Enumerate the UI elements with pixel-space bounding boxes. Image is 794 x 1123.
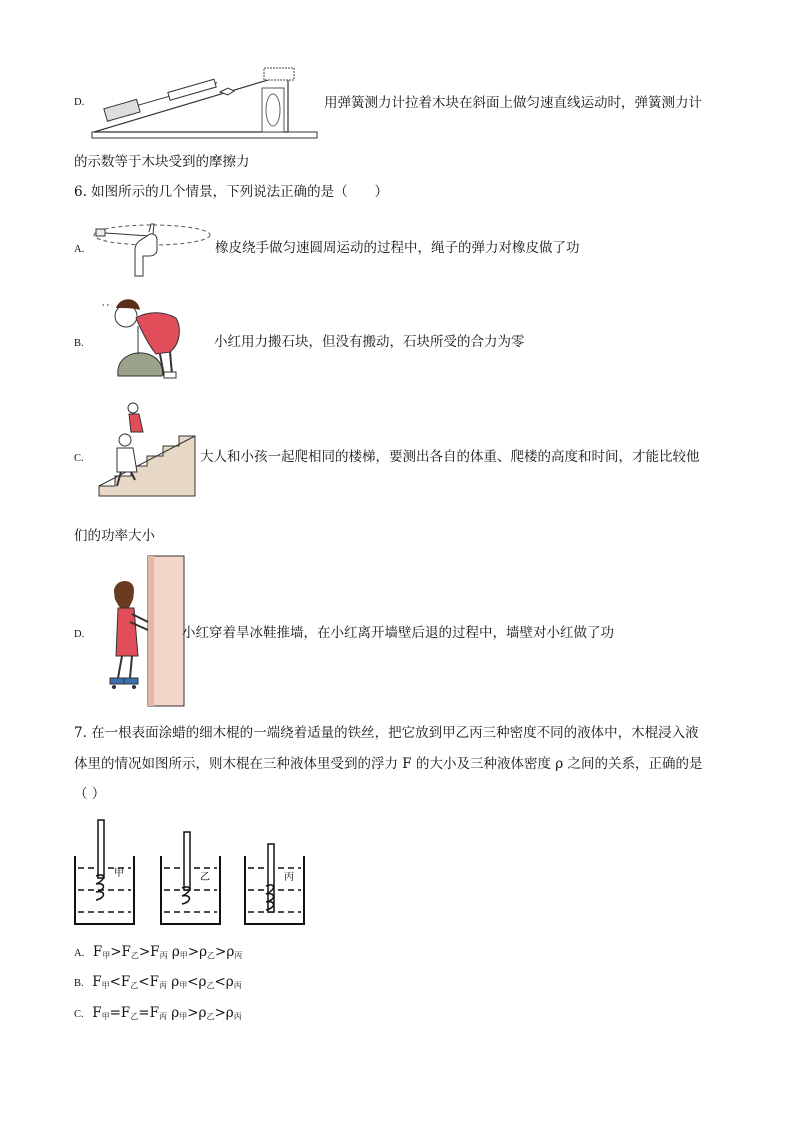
question-7-stem-line2: 体里的情况如图所示，则木棍在三种液体里受到的浮力 F 的大小及三种液体密度 ρ 之间的关系，正确的是 bbox=[74, 756, 703, 772]
beaker-bing-figure bbox=[244, 842, 306, 926]
beaker-label-jia: 甲 bbox=[114, 868, 124, 879]
option-label-c: C. bbox=[74, 453, 84, 464]
girl-pushing-wall-figure bbox=[106, 556, 186, 706]
option-6a-text: 橡皮绕手做匀速圆周运动的过程中，绳子的弹力对橡皮做了功 bbox=[215, 240, 580, 256]
option-6c-text-line2: 们的功率大小 bbox=[74, 528, 155, 544]
option-7b-label: B. bbox=[74, 978, 84, 989]
option-7b: B. $F_甲<F_乙<F_丙$ $\rho_甲<\rho_乙<\rho_丙$ bbox=[74, 974, 242, 990]
option-label-b: B. bbox=[74, 338, 84, 349]
beaker-label-bing: 丙 bbox=[284, 872, 294, 883]
option-label-d: D. bbox=[74, 629, 85, 640]
girl-lifting-stone-figure bbox=[98, 294, 194, 384]
option-7c-label: C. bbox=[74, 1009, 84, 1020]
option-6b-text: 小红用力搬石块，但没有搬动，石块所受的合力为零 bbox=[214, 334, 525, 350]
beaker-yi-figure bbox=[160, 830, 222, 926]
question-6-stem: 6. 如图所示的几个情景，下列说法正确的是（ ） bbox=[74, 184, 389, 200]
option-6c-text-line1: 大人和小孩一起爬相同的楼梯，要测出各自的体重、爬楼的高度和时间，才能比较他 bbox=[200, 449, 700, 465]
option-7c: C. $F_甲=F_乙=F_丙$ $\rho_甲>\rho_乙>\rho_丙$ bbox=[74, 1005, 242, 1021]
option-7a-label: A. bbox=[74, 948, 85, 959]
svg-text:' ': ' ' bbox=[102, 303, 109, 312]
option-6d-text: 小红穿着旱冰鞋推墙，在小红离开墙壁后退的过程中，墙壁对小红做了功 bbox=[182, 625, 614, 641]
option-7a: A. $F_甲>F_乙>F_丙$ $\rho_甲>\rho_乙>\rho_丙$ bbox=[74, 944, 243, 960]
option-5d-text-line2: 的示数等于木块受到的摩擦力 bbox=[74, 154, 250, 170]
question-7-stem-line3: （ ） bbox=[74, 786, 106, 802]
option-5d-text-line1: 用弹簧测力计拉着木块在斜面上做匀速直线运动时，弹簧测力计 bbox=[324, 95, 702, 111]
question-7-stem-line1: 7. 在一根表面涂蜡的细木棍的一端绕着适量的铁丝，把它放到甲乙丙三种密度不同的液体中，木棍浸入液 bbox=[74, 725, 699, 741]
incline-spring-scale-figure bbox=[92, 64, 318, 140]
eraser-circular-motion-figure bbox=[92, 222, 212, 284]
option-label-d: D. bbox=[74, 97, 85, 108]
option-label-a: A. bbox=[74, 244, 85, 255]
beaker-jia-figure bbox=[74, 818, 136, 926]
beaker-label-yi: 乙 bbox=[200, 872, 210, 883]
stairs-climbing-figure bbox=[95, 400, 199, 500]
